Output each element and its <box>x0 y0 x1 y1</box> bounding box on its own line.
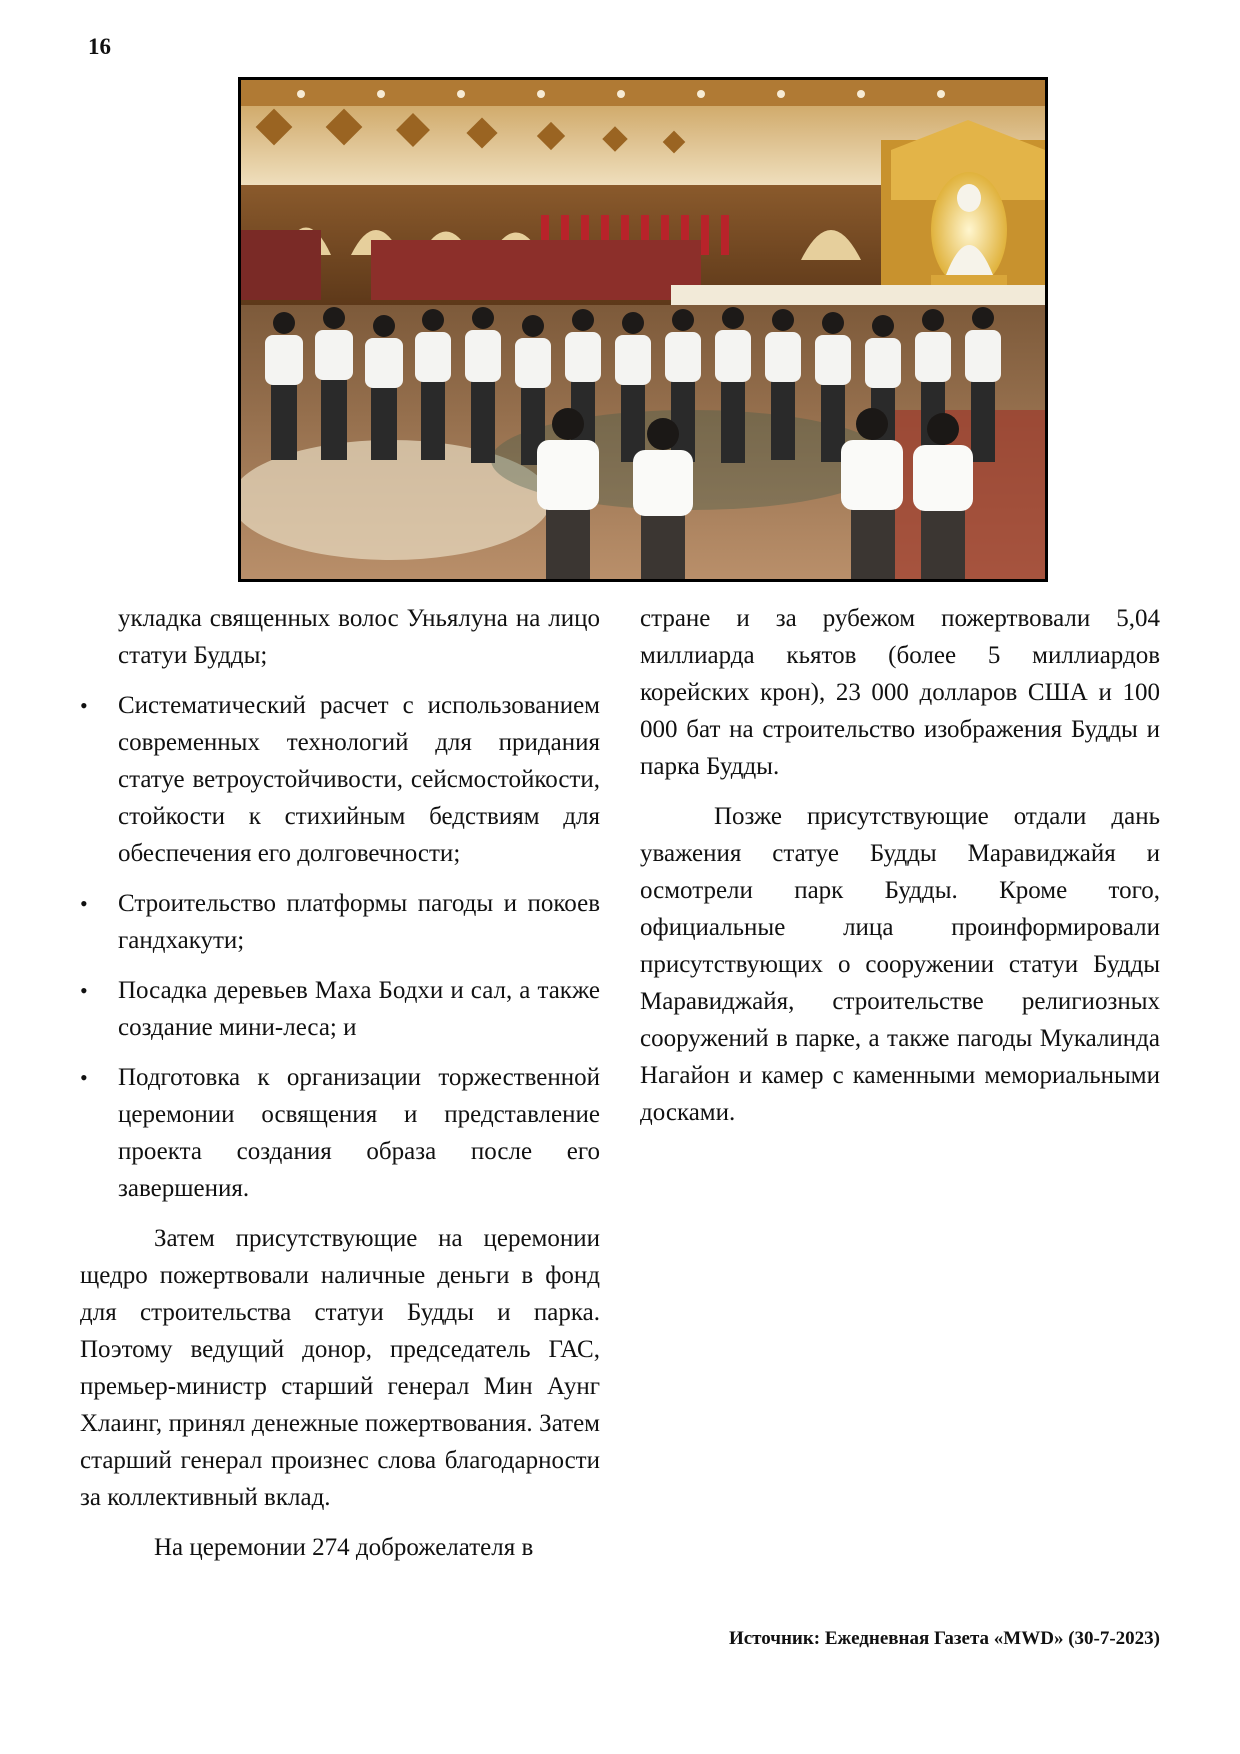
photo-illustration <box>241 80 1045 579</box>
source-citation: Источник: Ежедневная Газета «MWD» (30-7-2023) <box>728 1628 1160 1649</box>
paragraph: Затем присутствующие на церемонии щедро пожертвовали наличные деньги в фонд для строительства статуи Будды и парка. Поэтому ведущий донор, председатель ГАС, премьер-министр старший генерал Мин Аунг Хлаинг, принял денежные пожертвования. Затем старший генерал произнес слова благодарности за коллективный вклад. <box>80 1225 600 1511</box>
paragraph: На церемонии 274 доброжелателя в <box>154 1534 534 1561</box>
left-column <box>80 600 600 1579</box>
bullet-list <box>80 687 600 1207</box>
paragraph: Позже присутствующие отдали дань уважения статуе Будды Маравиджайя и осмотрели парк Будды. Кроме того, официальные лица проинформировали присутствующих о сооружении статуи Будды Маравиджайя, строительстве религиозных сооружений в парке, а также пагоды Мукалинда Нагайон и камер с каменными мемориальными досками. <box>640 803 1160 1126</box>
list-item: • Систематический расчет с использованием современных технологий для придания статуе ветроустойчивости, сейсмостойкости, стойкости к стихийным бедствиям для обеспечения его долговечности; <box>80 687 600 872</box>
right-column <box>640 600 1160 1144</box>
page-number: 16 <box>88 34 111 59</box>
paragraph: стране и за рубежом пожертвовали 5,04 миллиарда кьятов (более 5 миллиардов корейских крон), 23 000 долларов США и 100 000 бат на строительство изображения Будды и парка Будды. <box>640 605 1160 780</box>
list-item: • Строительство платформы пагоды и покоев гандхакути; <box>80 885 600 959</box>
ceremony-hall-photo <box>238 77 1048 582</box>
list-item: • Посадка деревьев Маха Бодхи и сал, а также создание мини-леса; и <box>80 972 600 1046</box>
list-item: • Подготовка к организации торжественной церемонии освящения и представление проекта создания образа после его завершения. <box>80 1059 600 1207</box>
continued-list-text: укладка священных волос Уньялуна на лицо статуи Будды; <box>118 605 600 669</box>
